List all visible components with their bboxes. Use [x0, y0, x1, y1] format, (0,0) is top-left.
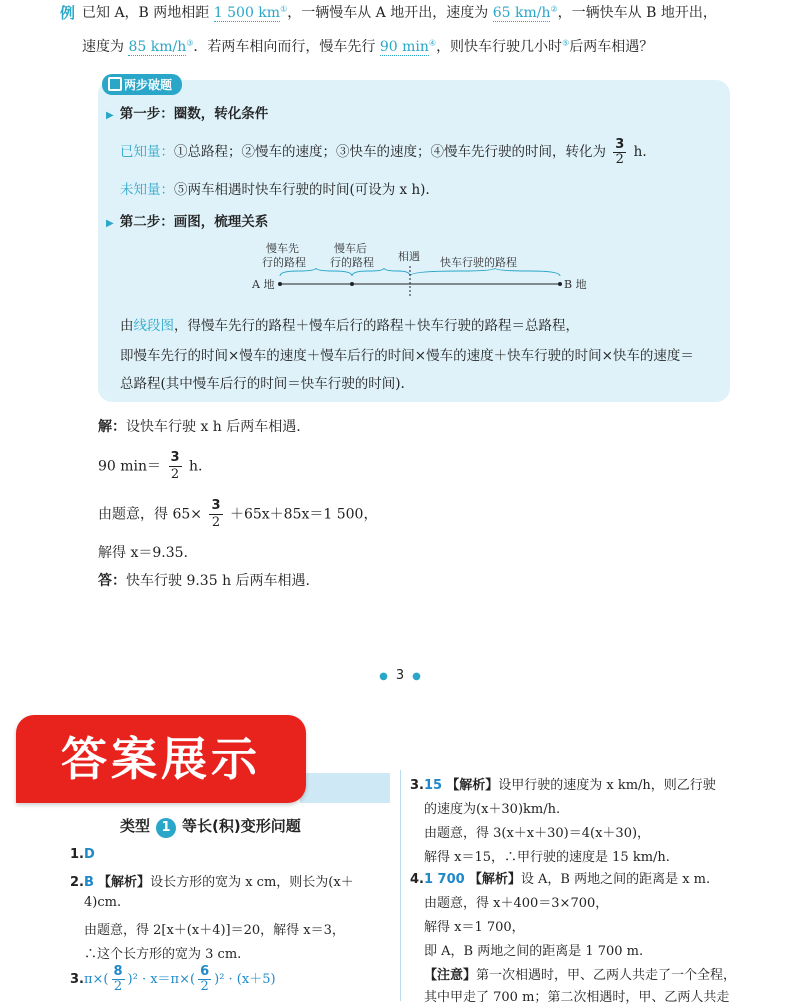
relation-line-3: 总路程(其中慢车后行的时间＝快车行驶的时间).: [120, 376, 405, 392]
seg1-label-2: 行的路程: [262, 256, 306, 269]
dot-icon: ●: [412, 671, 421, 682]
fraction: $\frac{3}{2}$: [211, 498, 221, 530]
known-line: 已知量：①总路程；②慢车的速度；③快车的速度；④慢车先行驶的时间，转化为 $\frac{3}{2}$ h.: [120, 137, 647, 167]
solution: [98, 408, 758, 598]
fraction: $\frac{3}{2}$: [615, 137, 625, 167]
unknown-line: 未知量：⑤两车相遇时快车行驶的时间(可设为 x h).: [120, 182, 430, 198]
answer-r3-line-2: 的速度为(x＋30)km/h.: [424, 802, 561, 817]
answers-left-column: [70, 815, 400, 1001]
example-problem: [60, 0, 760, 60]
pin-icon: [108, 77, 122, 91]
solution-line-4: 解得 x＝9.35.: [98, 545, 188, 561]
segment-diagram: [250, 238, 600, 298]
relation-line-2: 即慢车先行的时间×慢车的速度＋慢车后行的时间×慢车的速度＋快车行驶的时间×快车的速度＝: [120, 348, 694, 364]
answer-r3: 3.15 【解析】设甲行驶的速度为 x km/h，则乙行驶: [410, 778, 716, 793]
answer-r4-line-2: 由题意，得 x＋400＝3×700，: [424, 896, 609, 911]
brace-2: [352, 268, 410, 276]
type-title: 类型 1 等长(积)变形问题: [120, 815, 301, 838]
answer-r4: 4.1 700 【解析】设 A，B 两地之间的距离是 x m.: [410, 872, 711, 887]
solution-line-2: 90 min＝ $\frac{3}{2}$ h.: [98, 450, 203, 482]
panel-tab: 两步破题: [102, 74, 182, 95]
point-a: [278, 282, 282, 286]
answer-r3-line-4: 解得 x＝15，∴甲行驶的速度是 15 km/h.: [424, 850, 670, 865]
answer-r4-line-4: 即 A，B 两地之间的距离是 1 700 m.: [424, 944, 644, 959]
answer-1: 1.D: [70, 847, 95, 862]
point-b: [558, 282, 562, 286]
a-end-label: A 地: [252, 278, 275, 291]
seg2-label-2: 行的路程: [330, 256, 374, 269]
answer-r4-line-3: 解得 x＝1 700，: [424, 920, 525, 935]
step-1-heading: ▶ 第一步：圈数，转化条件: [106, 106, 269, 122]
meet-label: 相遇: [398, 250, 420, 263]
answer-line: 答：快车行驶 9.35 h 后两车相遇.: [98, 573, 310, 589]
seg3-label: 快车行驶的路程: [440, 256, 517, 269]
answer-r3-line-3: 由题意，得 3(x＋x＋30)＝4(x＋30)，: [424, 826, 651, 841]
answer-3: 3.π×( $\frac{8}{2}$ )² · x＝π×( $\frac{6}{2}$ )² · (x＋5): [70, 964, 276, 994]
example-line-1: 已知 A，B 两地相距 1 500 km①，一辆慢车从 A 地开出，速度为 65 km/h②，一辆快车从 B 地开出，: [82, 4, 717, 21]
arrow-icon: ▶: [106, 218, 114, 229]
answer-2-line-2: 4)cm.: [84, 895, 122, 910]
header-strip: [300, 773, 390, 803]
example-line-2: 速度为 85 km/h③．若两车相向而行，慢车先行 90 min④，则快车行驶几小时⑤后两车相遇？: [82, 38, 654, 55]
relation-line-1: 由线段图，得慢车先行的路程＋慢车后行的路程＋快车行驶的路程＝总路程，: [120, 318, 579, 334]
brace-1: [280, 268, 352, 276]
answer-banner: 答案展示: [16, 715, 306, 803]
dot-icon: ●: [379, 671, 388, 682]
brace-3: [410, 268, 560, 276]
b-end-label: B 地: [564, 278, 587, 291]
type-badge: 1: [156, 818, 176, 838]
seg1-label-1: 慢车先: [266, 242, 299, 255]
column-divider: [400, 770, 401, 1001]
fraction: $\frac{6}{2}$: [200, 964, 210, 994]
answer-2: 2.B 【解析】设长方形的宽为 x cm，则长为(x＋: [70, 875, 354, 890]
step-2-heading: ▶ 第二步：画图，梳理关系: [106, 214, 269, 230]
answer-2-line-4: ∴这个长方形的宽为 3 cm.: [84, 947, 242, 962]
note-line-1: 【注意】第一次相遇时，甲、乙两人共走了一个全程，: [424, 968, 737, 983]
note-line-2: 其中甲走了 700 m；第二次相遇时，甲、乙两人共走: [424, 990, 730, 1005]
solution-line-3: 由题意，得 65× $\frac{3}{2}$ ＋65x＋85x＝1 500，: [98, 498, 378, 530]
point-mid: [350, 282, 354, 286]
fraction: $\frac{8}{2}$: [113, 964, 123, 994]
seg2-label-1: 慢车后: [334, 242, 367, 255]
fraction: $\frac{3}{2}$: [170, 450, 180, 482]
page-number: ● 3 ●: [379, 668, 421, 683]
arrow-icon: ▶: [106, 110, 114, 121]
solution-line-1: 解：设快车行驶 x h 后两车相遇.: [98, 419, 301, 435]
example-tag: 例: [60, 4, 76, 22]
answer-2-line-3: 由题意，得 2[x＋(x＋4)]＝20，解得 x＝3，: [84, 923, 345, 938]
answers-right-column: [410, 770, 785, 1005]
